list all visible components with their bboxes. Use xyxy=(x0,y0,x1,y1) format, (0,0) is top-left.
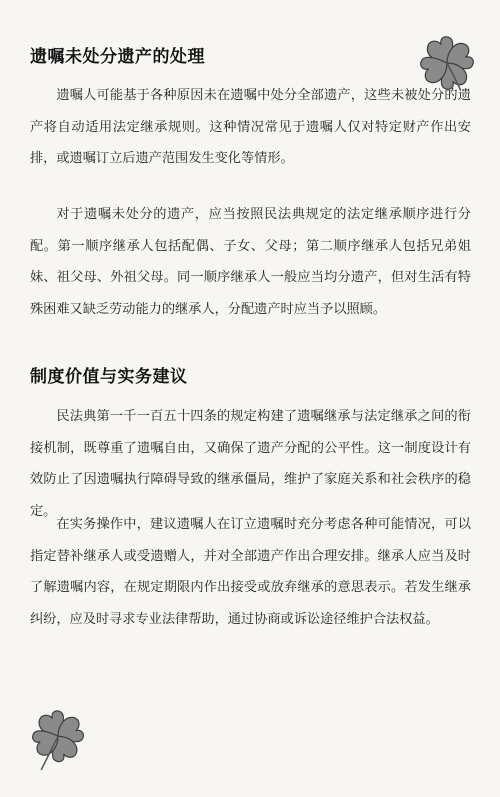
section-heading-2: 制度价值与实务建议 xyxy=(30,367,188,387)
section-heading-1: 遗嘱未处分遗产的处理 xyxy=(30,47,205,67)
paragraph-2: 对于遗嘱未处分的遗产，应当按照民法典规定的法定继承顺序进行分配。第一顺序继承人包括配偶、子女、父母；第二顺序继承人包括兄弟姐妹、祖父母、外祖父母。同一顺序继承人一般应当均分遗产，但对生活有特殊困难又缺乏劳动能力的继承人，分配遗产时应当予以照顾。 xyxy=(30,207,471,317)
paragraph-1: 遗嘱人可能基于各种原因未在遗嘱中处分全部遗产，这些未被处分的遗产将自动适用法定继承规则。这种情况常见于遗嘱人仅对特定财产作出安排，或遗嘱订立后遗产范围发生变化等情形。 xyxy=(30,88,471,166)
clover-icon xyxy=(418,34,476,92)
paragraph-4: 在实务操作中，建议遗嘱人在订立遗嘱时充分考虑各种可能情况，可以指定替补继承人或受遗赠人，并对全部遗产作出合理安排。继承人应当及时了解遗嘱内容，在规定期限内作出接受或放弃继承的意思表示。若发生继承纠纷，应及时寻求专业法律帮助，通过协商或诉讼途径维护合法权益。 xyxy=(30,517,471,627)
clover-icon xyxy=(30,708,86,772)
paragraph-3: 民法典第一千一百五十四条的规定构建了遗嘱继承与法定继承之间的衔接机制，既尊重了遗嘱自由，又确保了遗产分配的公平性。这一制度设计有效防止了因遗嘱执行障碍导致的继承僵局，维护了家庭关系和社会秩序的稳定。 xyxy=(30,409,471,519)
